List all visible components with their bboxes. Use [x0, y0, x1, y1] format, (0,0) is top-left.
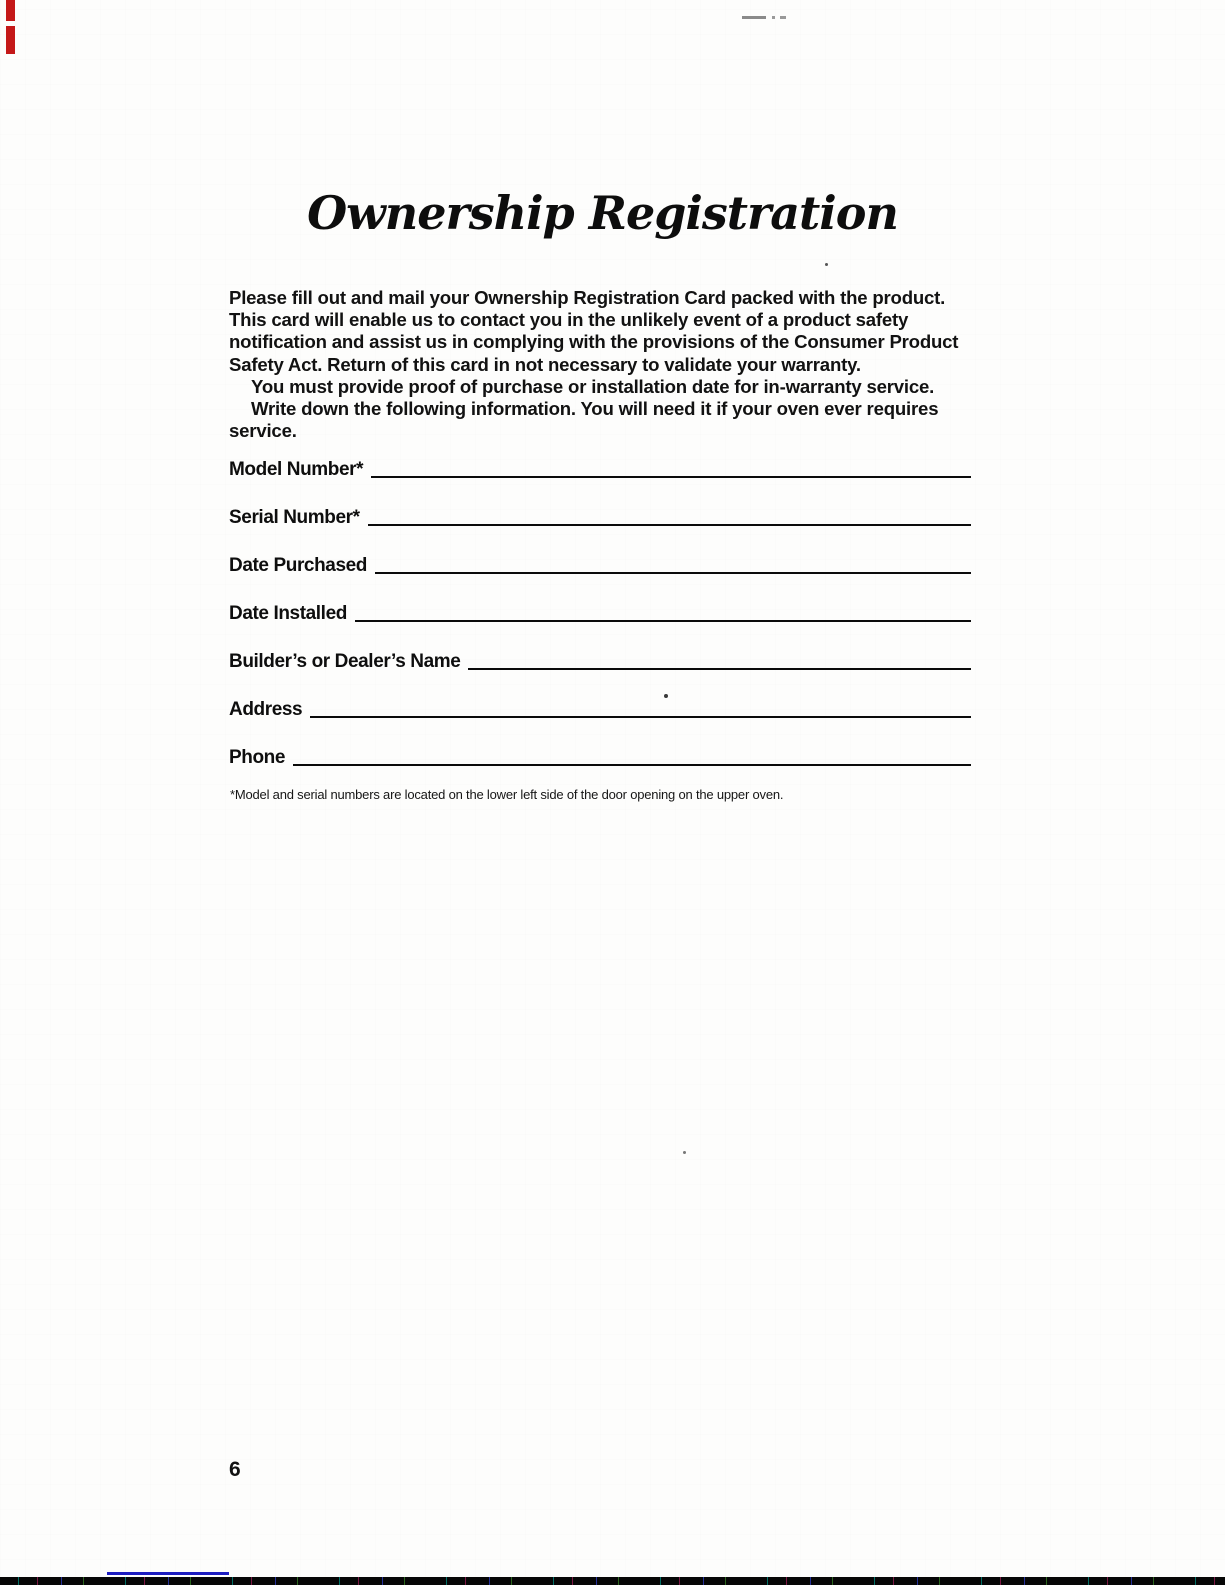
- fill-in-line: [310, 716, 971, 718]
- intro-line: service.: [229, 420, 297, 442]
- form-field-serial-number: [229, 506, 971, 530]
- field-label: Model Number*: [229, 459, 364, 480]
- form-field-builder-dealer-name: [229, 650, 971, 674]
- scan-artifact-speck: [825, 263, 828, 266]
- scan-artifact-blue-line: [107, 1572, 229, 1575]
- intro-line: Safety Act. Return of this card in not necessary to validate your warranty.: [229, 353, 861, 375]
- form-field-date-purchased: [229, 554, 971, 578]
- field-label: Serial Number*: [229, 507, 360, 528]
- scan-artifact-speck: [683, 1151, 686, 1154]
- intro-line: Write down the following information. You will need it if your oven ever requires: [251, 398, 939, 420]
- fill-in-line: [293, 764, 971, 766]
- intro-line: You must provide proof of purchase or installation date for in-warranty service.: [251, 375, 935, 397]
- intro-line: notification and assist us in complying with the provisions of the Consumer Product: [229, 331, 959, 353]
- field-label: Builder’s or Dealer’s Name: [229, 651, 461, 672]
- intro-line: This card will enable us to contact you in the unlikely event of a product safety: [229, 309, 909, 331]
- page-number: 6: [229, 1458, 241, 1481]
- field-label: Phone: [229, 747, 286, 768]
- intro-paragraph: [229, 287, 974, 442]
- page-title: Ownership Registration: [307, 186, 898, 240]
- footnote: *Model and serial numbers are located on the lower left side of the door opening on the upper oven.: [230, 787, 784, 802]
- field-label: Address: [229, 699, 303, 720]
- form-field-date-installed: [229, 602, 971, 626]
- scan-artifact-gray-dash: [742, 16, 792, 19]
- scan-artifact-edge-strip: [0, 1577, 1225, 1585]
- scan-artifact-speck: [664, 694, 668, 698]
- form-field-address: [229, 698, 971, 722]
- fill-in-line: [368, 524, 971, 526]
- intro-line: Please fill out and mail your Ownership Registration Card packed with the product.: [229, 287, 946, 308]
- fill-in-line: [355, 620, 971, 622]
- fill-in-line: [371, 476, 971, 478]
- fill-in-line: [375, 572, 971, 574]
- form-field-phone: [229, 746, 971, 770]
- form-field-model-number: [229, 458, 971, 482]
- field-label: Date Installed: [229, 603, 347, 624]
- fill-in-line: [468, 668, 971, 670]
- field-label: Date Purchased: [229, 555, 368, 576]
- scan-artifact-red-mark: [6, 0, 15, 54]
